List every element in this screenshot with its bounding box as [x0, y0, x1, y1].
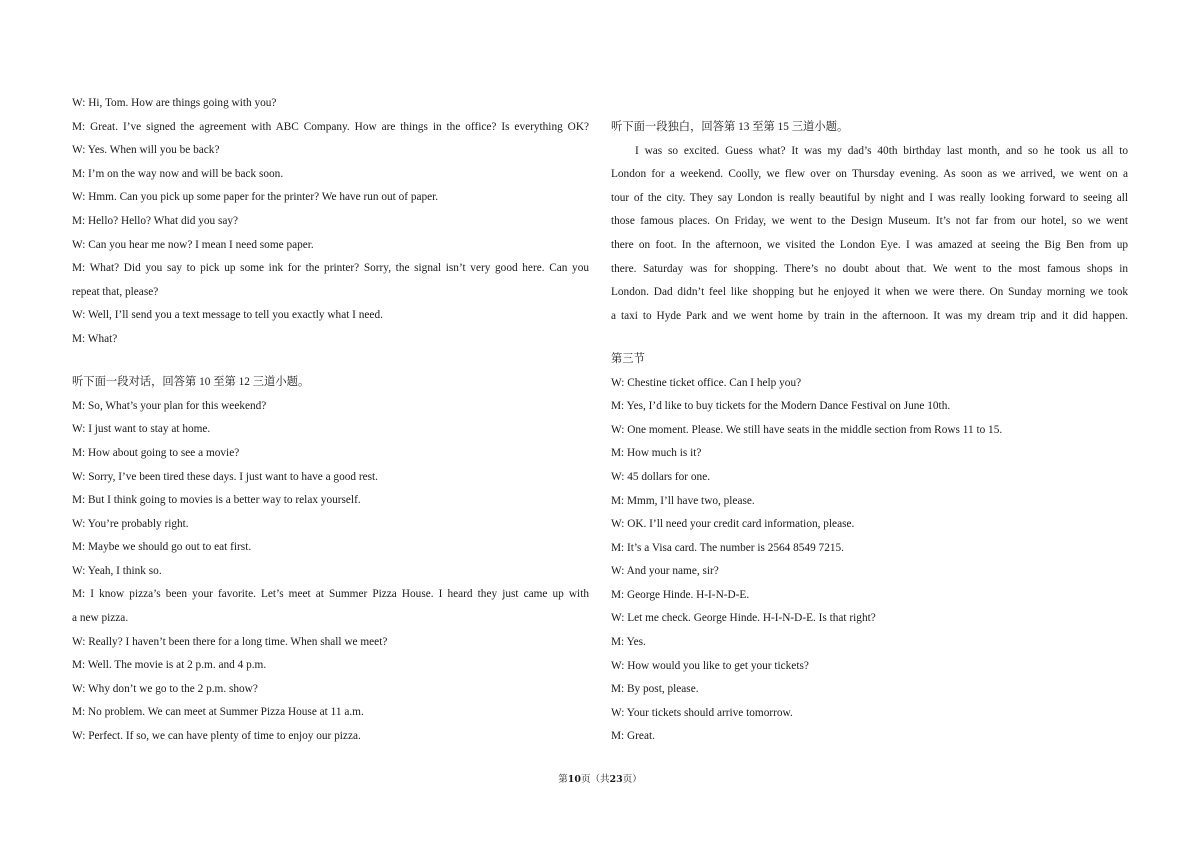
dialog-line: W: Chestine ticket office. Can I help you?: [611, 376, 802, 389]
monologue-line: a taxi to Hyde Park and we went home by train in the afternoon. It was my dream trip and it did happen.: [611, 309, 1128, 322]
monologue-line: there. Saturday was for shopping. There’s no doubt about that. We went to the most famous shops in: [611, 262, 1128, 275]
section-gap: [72, 352, 589, 372]
dialog-line: M: Yes.: [611, 636, 646, 649]
left-column: [72, 92, 589, 749]
dialog-line: M: Hello? Hello? What did you say?: [72, 214, 239, 227]
dialog-line: M: George Hinde. H-I-N-D-E.: [611, 588, 750, 601]
page-number: 10: [567, 774, 581, 785]
dialog-line: M: So, What’s your plan for this weekend?: [72, 399, 267, 412]
dialog-line: M: How much is it?: [611, 447, 702, 460]
footer-middle: 页（共: [580, 774, 610, 785]
dialog-line: M: I’m on the way now and will be back soon.: [72, 167, 284, 180]
dialog-line: W: Let me check. George Hinde. H-I-N-D-E. Is that right?: [611, 612, 876, 625]
dialog-line: W: Well, I’ll send you a text message to tell you exactly what I need.: [72, 309, 383, 322]
dialog-line: M: It’s a Visa card. The number is 2564 8549 7215.: [611, 541, 844, 554]
dialog-line: M: How about going to see a movie?: [72, 446, 240, 459]
dialog-line: M: What? Did you say to pick up some ink for the printer? Sorry, the signal isn’t very good here. Can you: [72, 262, 589, 275]
dialog-line: W: Really? I haven’t been there for a long time. When shall we meet?: [72, 635, 388, 648]
dialog-line: W: How would you like to get your tickets?: [611, 659, 809, 672]
dialog-line: M: What?: [72, 332, 118, 345]
dialog-line: M: I know pizza’s been your favorite. Let’s meet at Summer Pizza House. I heard they just came up with: [72, 588, 589, 601]
dialog-line: M: Great.: [611, 730, 655, 743]
dialog-line: M: Mmm, I’ll have two, please.: [611, 494, 755, 507]
dialog-line: W: I just want to stay at home.: [72, 423, 211, 436]
dialog-line: W: Hi, Tom. How are things going with you?: [72, 97, 277, 109]
dialog-line: a new pizza.: [72, 612, 129, 625]
page-footer: [0, 771, 1200, 785]
dialog-line: W: Your tickets should arrive tomorrow.: [611, 706, 793, 719]
monologue-line: there on foot. In the afternoon, we visited the London Eye. I was amazed at seeing the Big Ben from up: [611, 238, 1128, 251]
page-total: 23: [609, 774, 623, 785]
dialog-b: [72, 395, 589, 749]
dialog-line: W: And your name, sir?: [611, 565, 719, 578]
monologue-line: London. Dad didn’t feel like shopping but he enjoyed it when we were there. On Sunday morning we took: [611, 286, 1128, 299]
dialog-line: W: Can you hear me now? I mean I need some paper.: [72, 238, 314, 251]
dialog-line: W: One moment. Please. We still have seats in the middle section from Rows 11 to 15.: [611, 423, 1003, 436]
dialog-line: M: Great. I’ve signed the agreement with ABC Company. How are things in the office? Is everything OK?: [72, 120, 589, 133]
dialog-line: W: Sorry, I’ve been tired these days. I just want to have a good rest.: [72, 470, 378, 483]
section-heading: 第三节: [611, 352, 645, 365]
dialog-line: W: You’re probably right.: [72, 517, 189, 530]
dialog-line: M: By post, please.: [611, 683, 699, 696]
dialog-line: M: But I think going to movies is a better way to relax yourself.: [72, 494, 361, 507]
dialog-a: [72, 92, 589, 352]
dialog-line: M: Maybe we should go out to eat first.: [72, 541, 252, 554]
section-gap: [611, 328, 1128, 348]
dialog-line: W: 45 dollars for one.: [611, 470, 711, 483]
instruction-heading: 听下面一段独白，回答第 13 至第 15 三道小题。: [611, 121, 849, 133]
monologue-line: London for a weekend. Coolly, we flew over on Thursday evening. As soon as we arrived, we went on a: [611, 168, 1128, 181]
dialog-line: M: Well. The movie is at 2 p.m. and 4 p.m.: [72, 659, 267, 672]
right-column: [611, 116, 1128, 749]
footer-suffix: 页）: [622, 774, 642, 785]
dialog-line: M: Yes, I’d like to buy tickets for the Modern Dance Festival on June 10th.: [611, 400, 951, 413]
monologue-line: those famous places. On Friday, we went to the Design Museum. It’s not far from our hotel, so we went: [611, 215, 1128, 228]
dialog-line: W: OK. I’ll need your credit card information, please.: [611, 518, 855, 531]
dialog-line: W: Perfect. If so, we can have plenty of time to enjoy our pizza.: [72, 730, 361, 743]
dialog-line: W: Yes. When will you be back?: [72, 144, 220, 157]
dialog-d: [611, 372, 1128, 750]
dialog-line: W: Yeah, I think so.: [72, 564, 162, 577]
dialog-line: repeat that, please?: [72, 285, 159, 298]
dialog-line: W: Hmm. Can you pick up some paper for the printer? We have run out of paper.: [72, 191, 439, 204]
monologue-paragraph: [611, 140, 1128, 329]
instruction-heading: 听下面一段对话，回答第 10 至第 12 三道小题。: [72, 376, 310, 389]
dialog-line: W: Why don’t we go to the 2 p.m. show?: [72, 682, 258, 695]
monologue-line: tour of the city. They say London is really beautiful by night and I was really looking forward to seeing all: [611, 191, 1128, 204]
footer-prefix: 第: [558, 774, 568, 785]
monologue-line: I was so excited. Guess what? It was my dad’s 40th birthday last month, and so he took us all to: [635, 144, 1128, 157]
dialog-line: M: No problem. We can meet at Summer Pizza House at 11 a.m.: [72, 706, 364, 719]
